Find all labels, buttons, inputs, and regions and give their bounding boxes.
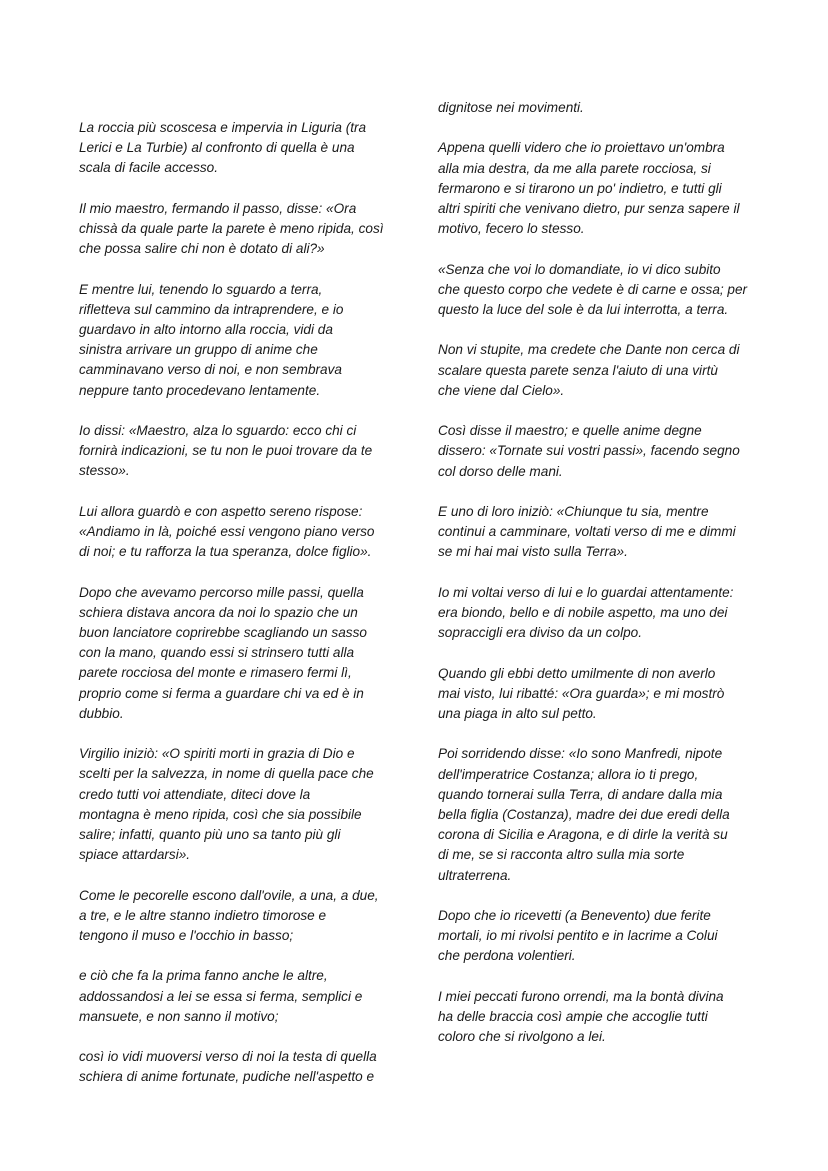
paragraph: Dopo che avevamo percorso mille passi, quella schiera distava ancora da noi lo spazio che un buon lanciatore coprirebbe scagliando un sasso con la mano, quando essi si strinsero tutti alla parete rocciosa del monte e rimasero fermi lì, proprio come si ferma a guardare chi va ed è in dubbio. — [79, 584, 367, 721]
paragraph: Lui allora guardò e con aspetto sereno rispose: «Andiamo in là, poiché essi vengono piano verso di noi; e tu rafforza la tua speranza, dolce figlio». — [79, 503, 375, 560]
paragraph: Dopo che io ricevetti (a Benevento) due ferite mortali, io mi rivolsi pentito e in lacrime a Colui che perdona volentieri. — [438, 907, 718, 964]
paragraph: E uno di loro iniziò: «Chiunque tu sia, mentre continui a camminare, voltati verso di me e dimmi se mi hai mai visto sulla Terra». — [438, 503, 736, 560]
paragraph: «Senza che voi lo domandiate, io vi dico subito che questo corpo che vedete è di carne e ossa; per questo la luce del sole è da lui interrotta, a terra. — [438, 261, 748, 317]
paragraph: La roccia più scoscesa e impervia in Liguria (tra Lerici e La Turbie) al confronto di quella è una scala di facile accesso. — [79, 120, 367, 176]
paragraph: Così disse il maestro; e quelle anime degne dissero: «Tornate sui vostri passi», facendo segno col dorso delle mani. — [438, 423, 740, 479]
right-column — [438, 98, 756, 1068]
left-column — [79, 118, 397, 1108]
paragraph: dignitose nei movimenti. — [438, 100, 584, 115]
paragraph: Io mi voltai verso di lui e lo guardai attentamente: era biondo, bello e di nobile aspetto, ma uno dei sopraccigli era diviso da un colpo. — [438, 584, 734, 641]
paragraph: Virgilio iniziò: «O spiriti morti in grazia di Dio e scelti per la salvezza, in nome di quella pace che credo tutti voi attendiate, diteci dove la montagna è meno ripida, così che sia possibile salire; infatti, quanto più uno sa tanto più gli spiace attardarsi». — [79, 746, 374, 863]
paragraph: Il mio maestro, fermando il passo, disse: «Ora chissà da quale parte la parete è meno ripida, così che possa salire chi non è dotato di ali?» — [79, 200, 384, 257]
paragraph: Non vi stupite, ma credete che Dante non cerca di scalare questa parete senza l'aiuto di una virtù che viene dal Cielo». — [438, 342, 740, 398]
paragraph: Appena quelli videro che io proiettavo un'ombra alla mia destra, da me alla parete rocciosa, si fermarono e si tirarono un po' indietro, e tutti gli altri spiriti che venivano dietro, pur senza sapere il motivo, fecero lo stesso. — [438, 140, 740, 237]
paragraph: Come le pecorelle escono dall'ovile, a una, a due, a tre, e le altre stanno indietro timorose e tengono il muso e l'occhio in basso; — [79, 887, 379, 944]
paragraph: Quando gli ebbi detto umilmente di non averlo mai visto, lui ribatté: «Ora guarda»; e mi mostrò una piaga in alto sul petto. — [438, 665, 725, 721]
paragraph: Io dissi: «Maestro, alza lo sguardo: ecco chi ci fornirà indicazioni, se tu non le puoi trovare da te stesso». — [79, 423, 373, 479]
paragraph: E mentre lui, tenendo lo sguardo a terra, rifletteva sul cammino da intraprendere, e io guardavo in alto intorno alla roccia, vidi da sinistra arrivare un gruppo di anime che camminavano verso di noi, e non sembrava neppure tanto procedevano lentamente. — [79, 281, 344, 398]
paragraph: e ciò che fa la prima fanno anche le altre, addossandosi a lei se essa si ferma, semplici e mansuete, e non sanno il motivo; — [79, 968, 363, 1024]
paragraph: Poi sorridendo disse: «Io sono Manfredi, nipote dell'imperatrice Costanza; allora io ti prego, quando tornerai sulla Terra, di andare dalla mia bella figlia (Costanza), madre dei due eredi della corona di Sicilia e Aragona, e di dirle la verità su di me, se si racconta altro sulla mia sorte ultraterrena. — [438, 746, 730, 883]
paragraph: così io vidi muoversi verso di noi la testa di quella schiera di anime fortunate, pudiche nell'aspetto e — [79, 1049, 377, 1085]
paragraph: I miei peccati furono orrendi, ma la bontà divina ha delle braccia così ampie che accoglie tutti coloro che si rivolgono a lei. — [438, 988, 724, 1045]
